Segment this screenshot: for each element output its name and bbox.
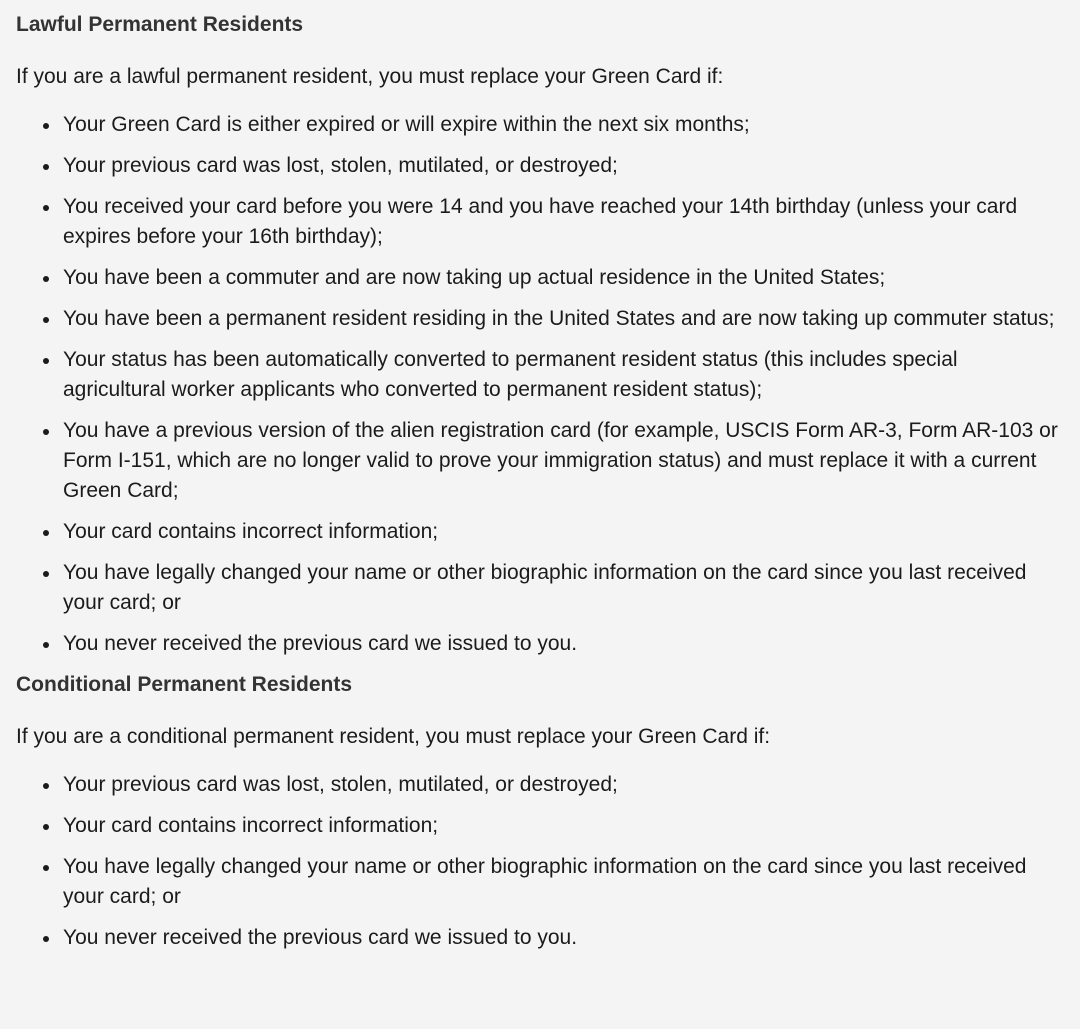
list-item: Your card contains incorrect information; bbox=[16, 811, 1064, 841]
conditional-heading: Conditional Permanent Residents bbox=[16, 673, 353, 696]
list-item: You have legally changed your name or other biographic information on the card since you last received your card; or bbox=[16, 852, 1064, 912]
list-item: Your previous card was lost, stolen, mutilated, or destroyed; bbox=[16, 151, 1064, 181]
list-item: You have been a permanent resident residing in the United States and are now taking up commuter status; bbox=[16, 304, 1064, 334]
conditional-requirements-list bbox=[16, 770, 1064, 953]
list-item: You have a previous version of the alien registration card (for example, USCIS Form AR-3, Form AR-103 or Form I-151, which are no longer valid to prove your immigration status) and must replace it with a current Green Card; bbox=[16, 416, 1064, 506]
list-item: You received your card before you were 14 and you have reached your 14th birthday (unless your card expires before your 16th birthday); bbox=[16, 192, 1064, 252]
list-item: You never received the previous card we issued to you. bbox=[16, 629, 1064, 659]
lawful-intro: If you are a lawful permanent resident, you must replace your Green Card if: bbox=[16, 65, 724, 88]
lawful-heading: Lawful Permanent Residents bbox=[16, 13, 304, 36]
list-item: You never received the previous card we issued to you. bbox=[16, 923, 1064, 953]
list-item: Your Green Card is either expired or will expire within the next six months; bbox=[16, 110, 1064, 140]
lawful-requirements-list bbox=[16, 110, 1064, 659]
list-item: Your status has been automatically converted to permanent resident status (this includes special agricultural worker applicants who converted to permanent resident status); bbox=[16, 345, 1064, 405]
list-item: Your previous card was lost, stolen, mutilated, or destroyed; bbox=[16, 770, 1064, 800]
conditional-intro: If you are a conditional permanent resident, you must replace your Green Card if: bbox=[16, 725, 771, 748]
list-item: You have been a commuter and are now taking up actual residence in the United States; bbox=[16, 263, 1064, 293]
list-item: Your card contains incorrect information; bbox=[16, 517, 1064, 547]
list-item: You have legally changed your name or other biographic information on the card since you last received your card; or bbox=[16, 558, 1064, 618]
